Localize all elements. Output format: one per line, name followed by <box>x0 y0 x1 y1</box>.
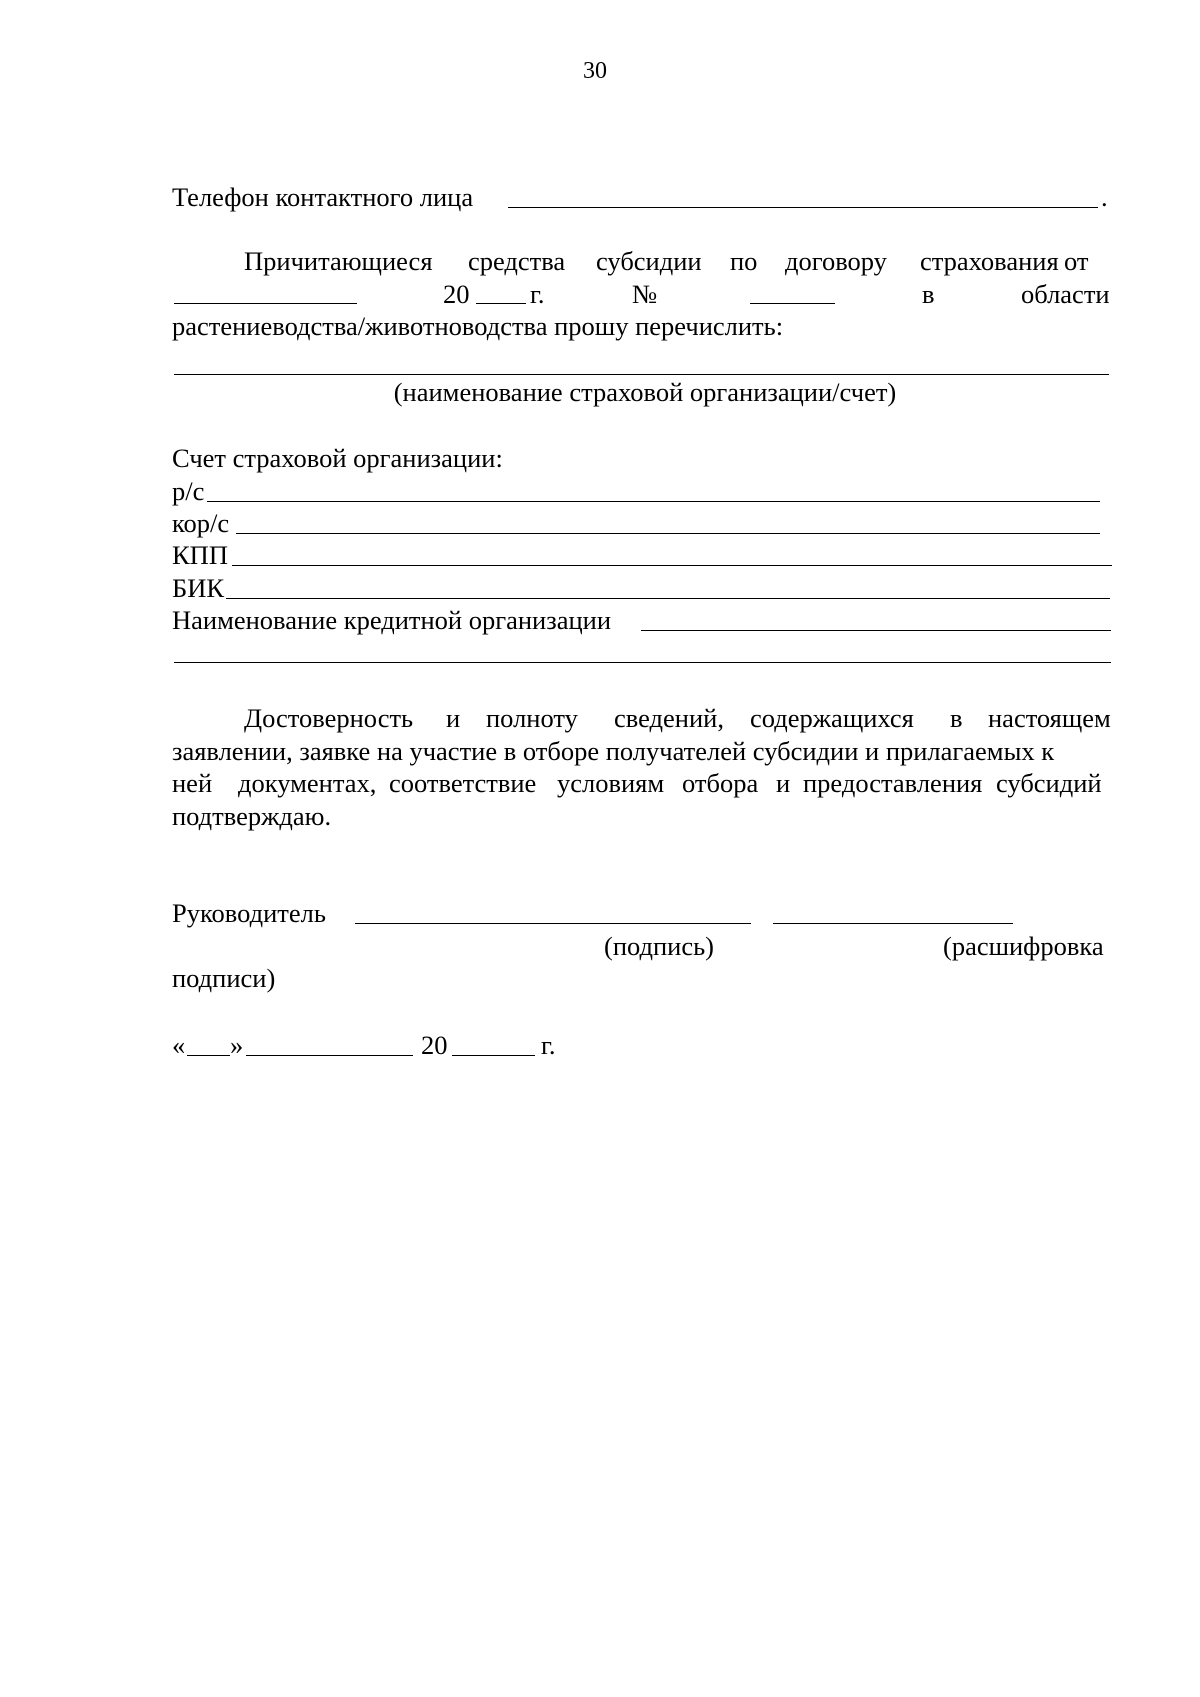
date-open-quote: « <box>172 1030 186 1060</box>
kpp-label: КПП <box>172 540 228 570</box>
transfer-word: области <box>1021 279 1110 309</box>
contract-year-line[interactable] <box>476 303 526 304</box>
confirmation-word: полноту <box>486 703 578 733</box>
confirmation-word: и <box>776 768 791 798</box>
transfer-word: страхования <box>920 246 1059 276</box>
date-year-prefix: 20 <box>421 1030 448 1060</box>
signature-line[interactable] <box>355 923 751 924</box>
kpp-input-line[interactable] <box>232 565 1112 566</box>
confirmation-word: ней <box>172 768 213 798</box>
date-day-line[interactable] <box>187 1055 230 1056</box>
head-label: Руководитель <box>172 898 326 928</box>
phone-label: Телефон контактного лица <box>172 182 474 212</box>
confirmation-word: субсидий <box>996 768 1102 798</box>
account-title: Счет страховой организации: <box>172 443 503 473</box>
transfer-line-3: растениеводства/животноводства прошу перечислить: <box>172 311 784 341</box>
bik-label: БИК <box>172 573 225 603</box>
confirmation-word: сведений, <box>614 703 724 733</box>
confirmation-word: соответствие <box>389 768 537 798</box>
insurer-caption: (наименование страховой организации/счет) <box>393 377 897 407</box>
signature-caption: (подпись) <box>604 931 715 961</box>
date-month-line[interactable] <box>246 1055 413 1056</box>
bank-input-line[interactable] <box>641 630 1111 631</box>
confirmation-word: Достоверность <box>244 703 414 733</box>
insurer-name-line[interactable] <box>174 374 1109 375</box>
bank-label: Наименование кредитной организации <box>172 605 612 635</box>
bank-input-line-2[interactable] <box>174 662 1111 663</box>
contract-date-line[interactable] <box>174 303 357 304</box>
transfer-word: от <box>1064 246 1089 276</box>
confirmation-line-2: заявлении, заявке на участие в отборе получателей субсидии и прилагаемых к <box>172 736 1055 766</box>
bik-input-line[interactable] <box>226 598 1110 599</box>
transfer-word: договору <box>785 246 887 276</box>
confirmation-word: настоящем <box>988 703 1111 733</box>
transfer-word: субсидии <box>596 246 702 276</box>
transfer-word: в <box>922 279 935 309</box>
confirmation-word: документах, <box>238 768 377 798</box>
date-year-line[interactable] <box>452 1055 535 1056</box>
decode-caption: (расшифровка <box>943 931 1104 961</box>
contract-number-line[interactable] <box>750 303 835 304</box>
date-year-suffix: г. <box>541 1030 556 1060</box>
confirmation-word: в <box>950 703 963 733</box>
confirmation-word: содержащихся <box>750 703 914 733</box>
phone-input-line[interactable] <box>508 207 1098 208</box>
kors-label: кор/с <box>172 508 230 538</box>
rs-input-line[interactable] <box>207 501 1100 502</box>
kors-input-line[interactable] <box>236 533 1100 534</box>
rs-label: р/с <box>172 476 205 506</box>
confirmation-word: предоставления <box>803 768 983 798</box>
transfer-word: по <box>730 246 758 276</box>
date-close-quote: » <box>230 1030 244 1060</box>
year-prefix: 20 <box>443 279 470 309</box>
confirmation-word: и <box>446 703 461 733</box>
transfer-word: средства <box>468 246 566 276</box>
decode-caption-continued: подписи) <box>172 963 276 993</box>
confirmation-word: отбора <box>682 768 759 798</box>
year-suffix: г. <box>530 279 545 309</box>
transfer-word: Причитающиеся <box>244 246 433 276</box>
phone-end-period: . <box>1101 182 1108 212</box>
number-sign: № <box>632 279 658 309</box>
confirmation-word: условиям <box>557 768 665 798</box>
confirmation-line-4: подтверждаю. <box>172 801 332 831</box>
signature-decode-line[interactable] <box>773 923 1013 924</box>
page-number: 30 <box>583 58 607 84</box>
